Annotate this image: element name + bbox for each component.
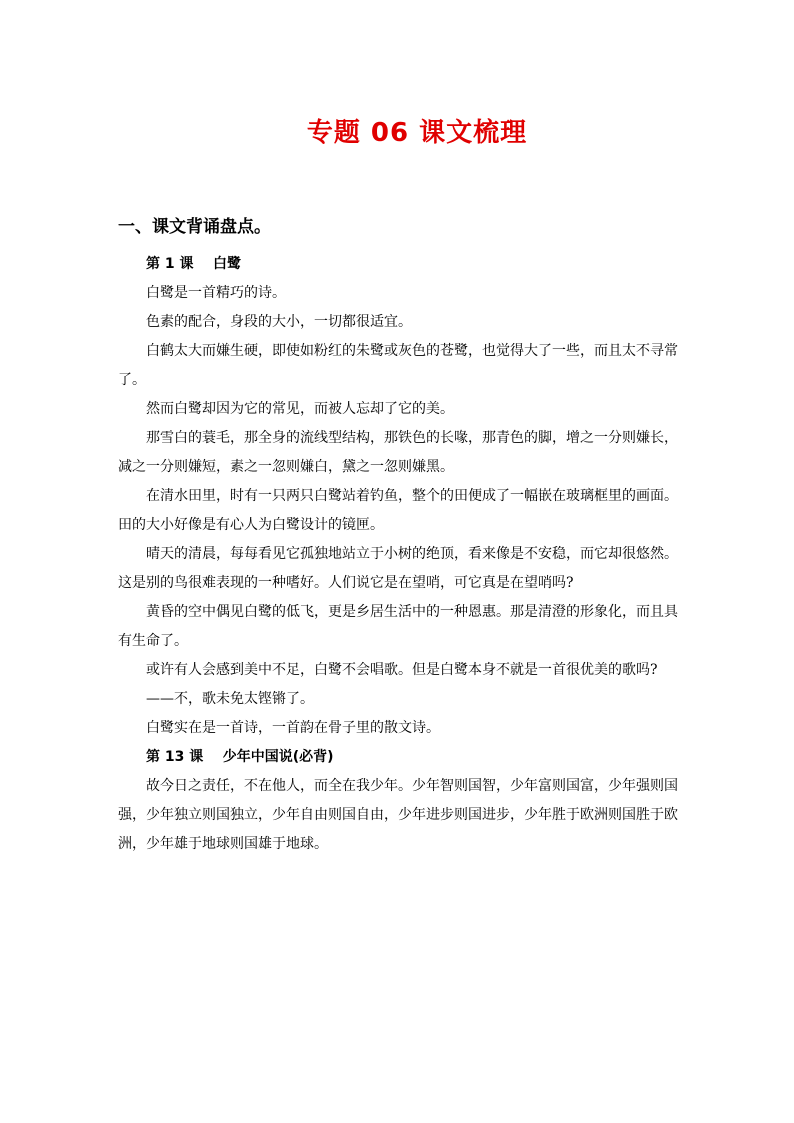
document-body [118, 250, 678, 859]
lesson-1-paragraph: 或许有人会感到美中不足，白鹭不会唱歌。但是白鹭本身不就是一首很优美的歌吗? [146, 662, 658, 678]
lesson-1-paragraph: 然而白鹭却因为它的常见，而被人忘却了它的美。 [146, 401, 454, 417]
lesson-13-paragraph: 故今日之责任，不在他人，而全在我少年。少年智则国智，少年富则国富，少年强则国强，少年独立则国独立，少年自由则国自由，少年进步则国进步，少年胜于欧洲则国胜于欧洲，少年雄于地球则国雄于地球。 [118, 778, 678, 852]
lesson-1-paragraph: ——不，歌未免太铿锵了。 [146, 691, 314, 707]
lesson-1-paragraph: 白鹤太大而嫌生硬，即使如粉红的朱鹭或灰色的苍鹭，也觉得大了一些，而且太不寻常了。 [118, 343, 678, 388]
lesson-1-paragraph: 白鹭是一首精巧的诗。 [146, 285, 286, 301]
page-title: 专题 06 课文梳理 [306, 118, 528, 148]
lesson-1-paragraph: 白鹭实在是一首诗，一首韵在骨子里的散文诗。 [146, 720, 440, 736]
lesson-13-heading: 第 13 课 少年中国说(必背) [146, 749, 334, 765]
lesson-1-paragraph: 那雪白的蓑毛，那全身的流线型结构，那铁色的长喙，那青色的脚，增之一分则嫌长，减之一分则嫌短，素之一忽则嫌白，黛之一忽则嫌黑。 [118, 430, 678, 475]
lesson-1-paragraph: 在清水田里，时有一只两只白鹭站着钓鱼，整个的田便成了一幅嵌在玻璃框里的画面。田的大小好像是有心人为白鹭设计的镜匣。 [118, 488, 678, 533]
lesson-1-heading: 第 1 课 白鹭 [146, 256, 241, 272]
lesson-1-paragraph: 黄昏的空中偶见白鹭的低飞，更是乡居生活中的一种恩惠。那是清澄的形象化，而且具有生命了。 [118, 604, 678, 649]
section-heading: 一、课文背诵盘点。 [118, 217, 271, 237]
lesson-1-paragraph: 色素的配合，身段的大小，一切都很适宜。 [146, 314, 412, 330]
lesson-1-paragraph: 晴天的清晨，每每看见它孤独地站立于小树的绝顶，看来像是不安稳，而它却很悠然。这是别的鸟很难表现的一种嗜好。人们说它是在望哨，可它真是在望哨吗? [118, 546, 678, 591]
